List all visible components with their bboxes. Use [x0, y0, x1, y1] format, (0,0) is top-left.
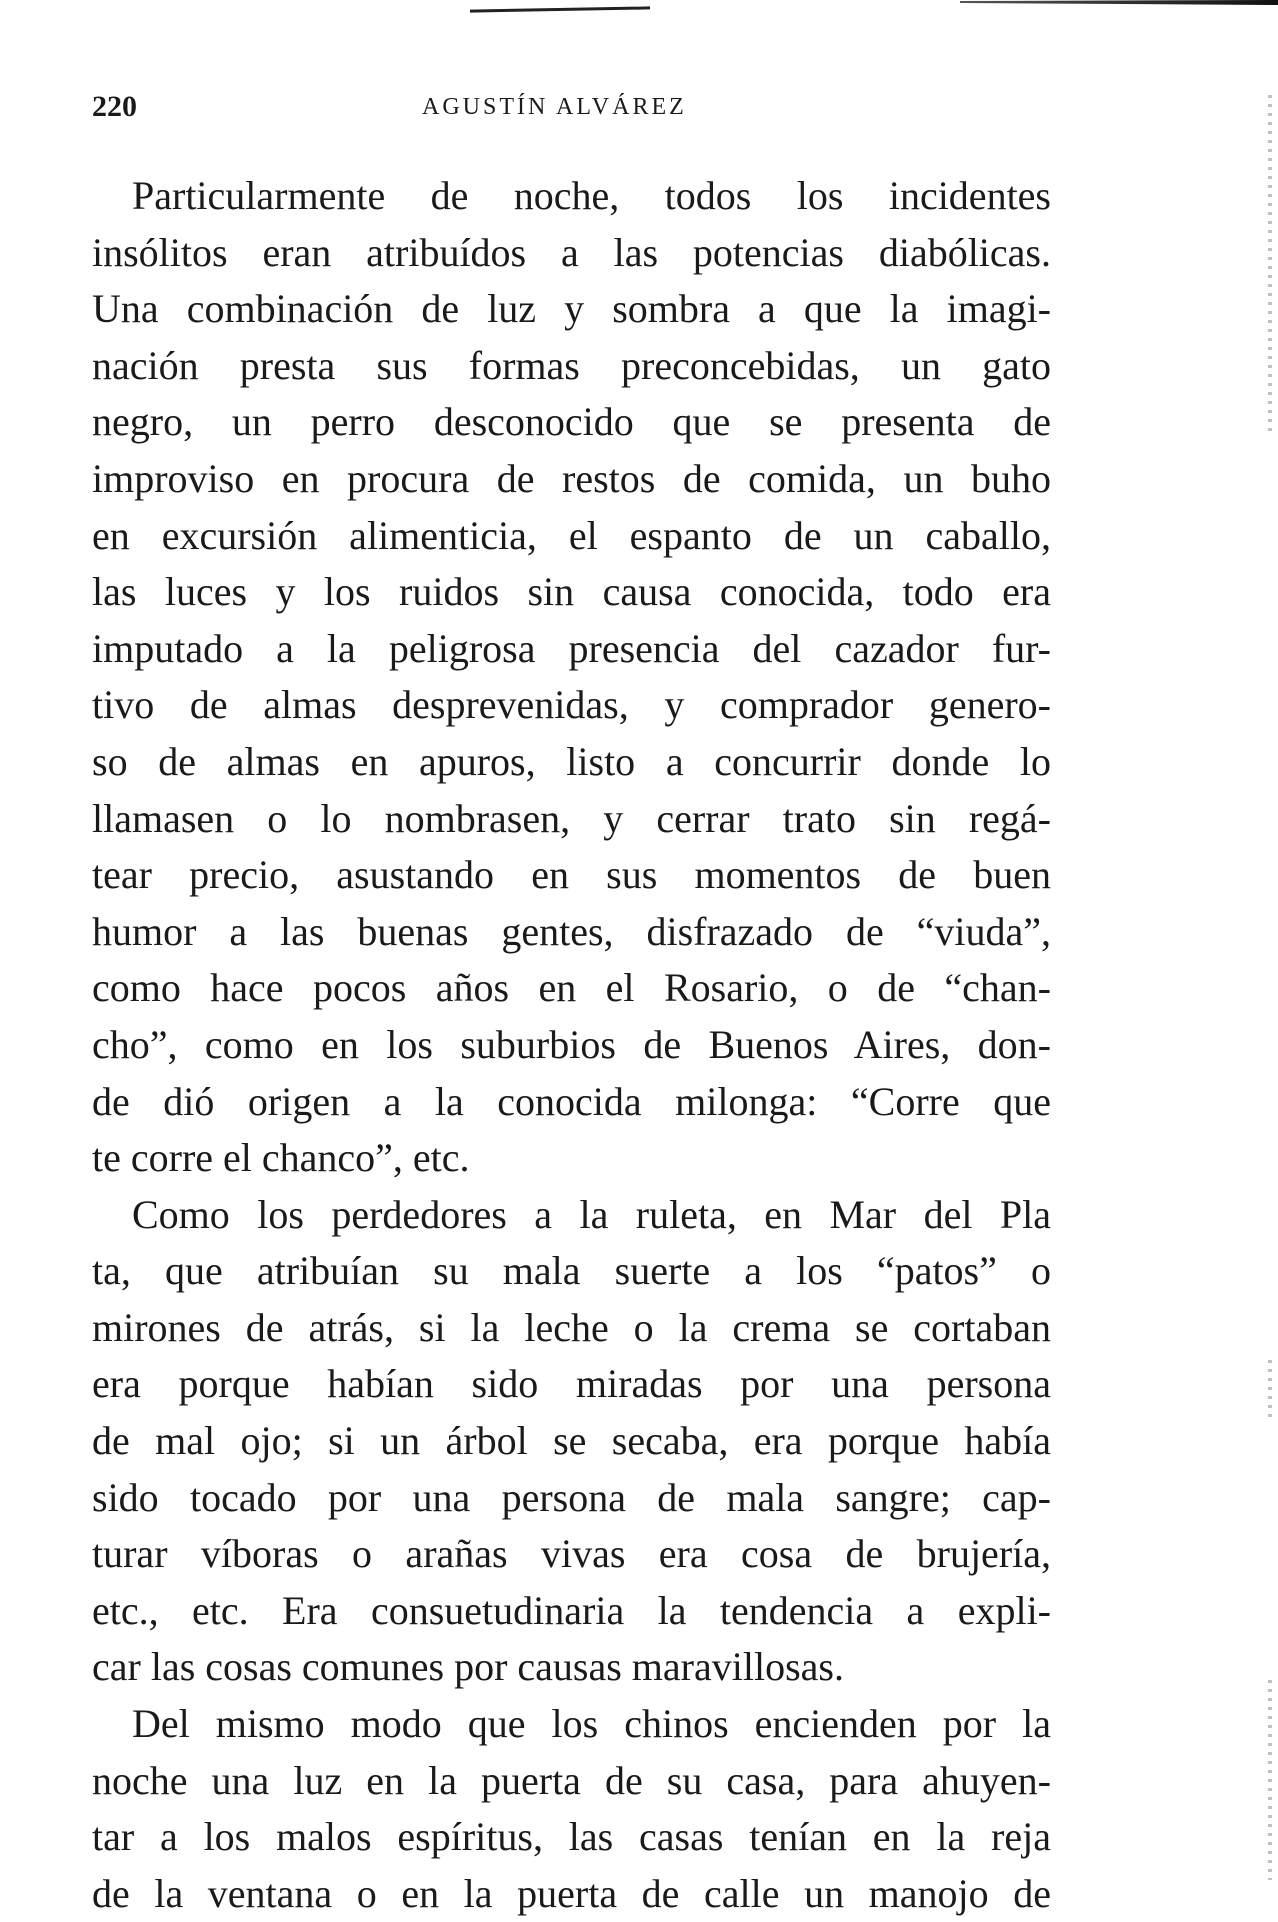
- paragraph: [92, 168, 1051, 1187]
- text-line: de dió origen a la conocida milonga: “Corre que: [92, 1078, 1051, 1124]
- scan-artifact-rule: [960, 0, 1278, 5]
- text-line: era porque habían sido miradas por una persona: [92, 1361, 1051, 1407]
- text-line: en excursión alimenticia, el espanto de un caballo,: [92, 512, 1051, 558]
- text-line: tear precio, asustando en sus momentos de buen: [92, 852, 1051, 898]
- body-text: [92, 168, 1051, 1922]
- text-line: insólitos eran atribuídos a las potencias diabólicas.: [92, 229, 1051, 275]
- text-line: tivo de almas desprevenidas, y comprador genero-: [92, 682, 1051, 728]
- scan-artifact-rule: [470, 6, 650, 12]
- text-line: turar víboras o arañas vivas era cosa de brujería,: [92, 1531, 1051, 1577]
- text-line: car las cosas comunes por causas maravillosas.: [92, 1644, 844, 1690]
- text-line: negro, un perro desconocido que se presenta de: [92, 399, 1051, 445]
- text-line: etc., etc. Era consuetudinaria la tendencia a expli-: [92, 1587, 1051, 1633]
- text-line: humor a las buenas gentes, disfrazado de “viuda”,: [92, 908, 1051, 954]
- paragraph: [92, 1187, 1051, 1696]
- text-line: de la ventana o en la puerta de calle un manojo de: [92, 1870, 1051, 1916]
- text-line: noche una luz en la puerta de su casa, para ahuyen-: [92, 1757, 1051, 1803]
- page-edge-speckle: [1268, 1680, 1272, 1880]
- page-edge-speckle: [1268, 1360, 1272, 1420]
- text-line: te corre el chanco”, etc.: [92, 1135, 470, 1181]
- page-header: [92, 90, 1051, 130]
- text-line: ta, que atribuían su mala suerte a los “patos” o: [92, 1248, 1051, 1294]
- text-line: Del mismo modo que los chinos encienden por la: [132, 1701, 1051, 1747]
- page-edge-speckle: [1268, 95, 1272, 435]
- paragraph: [92, 1696, 1051, 1922]
- text-line: de mal ojo; si un árbol se secaba, era porque había: [92, 1418, 1051, 1464]
- text-line: improviso en procura de restos de comida, un buho: [92, 455, 1051, 501]
- text-line: Particularmente de noche, todos los incidentes: [132, 173, 1051, 218]
- text-line: tar a los malos espíritus, las casas tenían en la reja: [92, 1814, 1051, 1860]
- text-line: sido tocado por una persona de mala sangre; cap-: [92, 1474, 1051, 1520]
- text-line: cho”, como en los suburbios de Buenos Aires, don-: [92, 1021, 1051, 1067]
- text-line: Una combinación de luz y sombra a que la imagi-: [92, 286, 1051, 332]
- text-line: las luces y los ruidos sin causa conocida, todo era: [92, 569, 1051, 615]
- text-line: mirones de atrás, si la leche o la crema se cortaban: [92, 1304, 1051, 1350]
- running-title: AGUSTÍN ALVÁREZ: [422, 94, 687, 120]
- text-line: imputado a la peligrosa presencia del cazador fur-: [92, 625, 1051, 671]
- text-line: como hace pocos años en el Rosario, o de “chan-: [92, 965, 1051, 1011]
- page-number: 220: [92, 90, 137, 123]
- text-line: llamasen o lo nombrasen, y cerrar trato sin regá-: [92, 795, 1051, 841]
- text-line: so de almas en apuros, listo a concurrir donde lo: [92, 738, 1051, 784]
- text-line: nación presta sus formas preconcebidas, un gato: [92, 342, 1051, 388]
- text-line: Como los perdedores a la ruleta, en Mar del Pla: [132, 1191, 1051, 1237]
